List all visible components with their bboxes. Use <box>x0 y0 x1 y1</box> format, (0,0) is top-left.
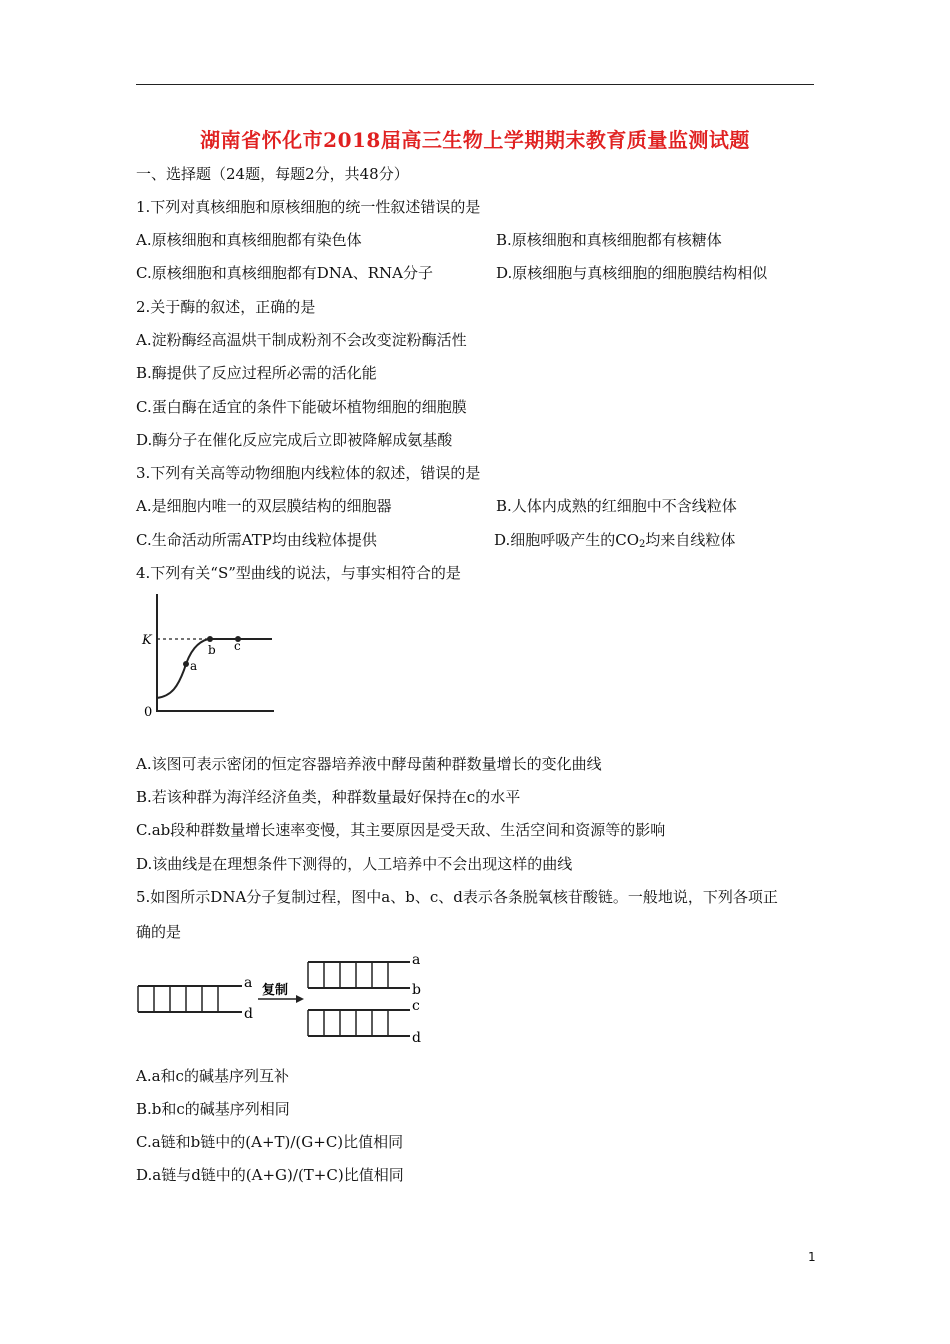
q5-stem-line2: 确的是 <box>136 923 182 941</box>
q5-option-b: B.b和c的碱基序列相同 <box>136 1100 290 1118</box>
q5-option-a: A.a和c的碱基序列互补 <box>136 1067 289 1085</box>
left-chain-d-label: d <box>244 1006 253 1022</box>
q1-option-d: D.原核细胞与真核细胞的细胞膜结构相似 <box>496 264 768 282</box>
page-number: 1 <box>808 1250 816 1264</box>
replication-arrow-label: 复制 <box>262 983 289 998</box>
q2-stem: 2.关于酶的叙述，正确的是 <box>136 298 316 316</box>
q4-option-b: B.若该种群为海洋经济鱼类，种群数量最好保持在c的水平 <box>136 788 521 806</box>
q4-option-c: C.ab段种群数量增长速率变慢，其主要原因是受天敌、生活空间和资源等的影响 <box>136 821 666 839</box>
dna-replication-figure <box>134 950 434 1050</box>
q1-option-c: C.原核细胞和真核细胞都有DNA、RNA分子 <box>136 264 433 282</box>
section-heading: 一、选择题（24题，每题2分，共48分） <box>136 165 409 183</box>
header-rule <box>136 84 814 85</box>
origin-label: 0 <box>144 705 153 720</box>
q1-stem: 1.下列对真核细胞和原核细胞的统一性叙述错误的是 <box>136 198 481 216</box>
q2-option-b: B.酶提供了反应过程所必需的活化能 <box>136 364 377 382</box>
q3-option-d: D.细胞呼吸产生的$CO_2$均来自线粒体 <box>494 531 736 550</box>
right-chain-b-label: b <box>412 982 421 998</box>
point-b-label: b <box>208 643 216 657</box>
q1-option-a: A.原核细胞和真核细胞都有染色体 <box>136 231 362 249</box>
q4-stem: 4.下列有关“S”型曲线的说法，与事实相符合的是 <box>136 564 461 582</box>
right-chain-c-label: c <box>412 998 420 1014</box>
q3-option-c: C.生命活动所需ATP均由线粒体提供 <box>136 531 377 549</box>
q2-option-d: D.酶分子在催化反应完成后立即被降解成氨基酸 <box>136 431 453 449</box>
q3-option-a: A.是细胞内唯一的双层膜结构的细胞器 <box>136 497 392 515</box>
q1-option-b: B.原核细胞和真核细胞都有核糖体 <box>496 231 722 249</box>
q2-option-c: C.蛋白酶在适宜的条件下能破坏植物细胞的细胞膜 <box>136 398 467 416</box>
point-c-label: c <box>234 639 241 653</box>
q4-option-a: A.该图可表示密闭的恒定容器培养液中酵母菌种群数量增长的变化曲线 <box>136 755 602 773</box>
q5-option-d: D.a链与d链中的(A+G)/(T+C)比值相同 <box>136 1166 404 1184</box>
right-chain-a-label: a <box>412 952 421 968</box>
page-title: 湖南省怀化市2018届高三生物上学期期末教育质量监测试题 <box>200 128 750 152</box>
s-curve-figure <box>134 590 279 720</box>
q3-stem: 3.下列有关高等动物细胞内线粒体的叙述，错误的是 <box>136 464 481 482</box>
q4-option-d: D.该曲线是在理想条件下测得的，人工培养中不会出现这样的曲线 <box>136 855 573 873</box>
q5-option-c: C.a链和b链中的(A+T)/(G+C)比值相同 <box>136 1133 404 1151</box>
q3-option-b: B.人体内成熟的红细胞中不含线粒体 <box>496 497 737 515</box>
right-chain-d-label: d <box>412 1030 421 1046</box>
q5-stem-line1: 5.如图所示DNA分子复制过程，图中a、b、c、d表示各条脱氧核苷酸链。一般地说，下列各项正 <box>136 888 778 906</box>
point-a-label: a <box>190 659 198 673</box>
k-label: K <box>142 633 152 648</box>
q2-option-a: A.淀粉酶经高温烘干制成粉剂不会改变淀粉酶活性 <box>136 331 467 349</box>
left-chain-a-label: a <box>244 975 253 991</box>
